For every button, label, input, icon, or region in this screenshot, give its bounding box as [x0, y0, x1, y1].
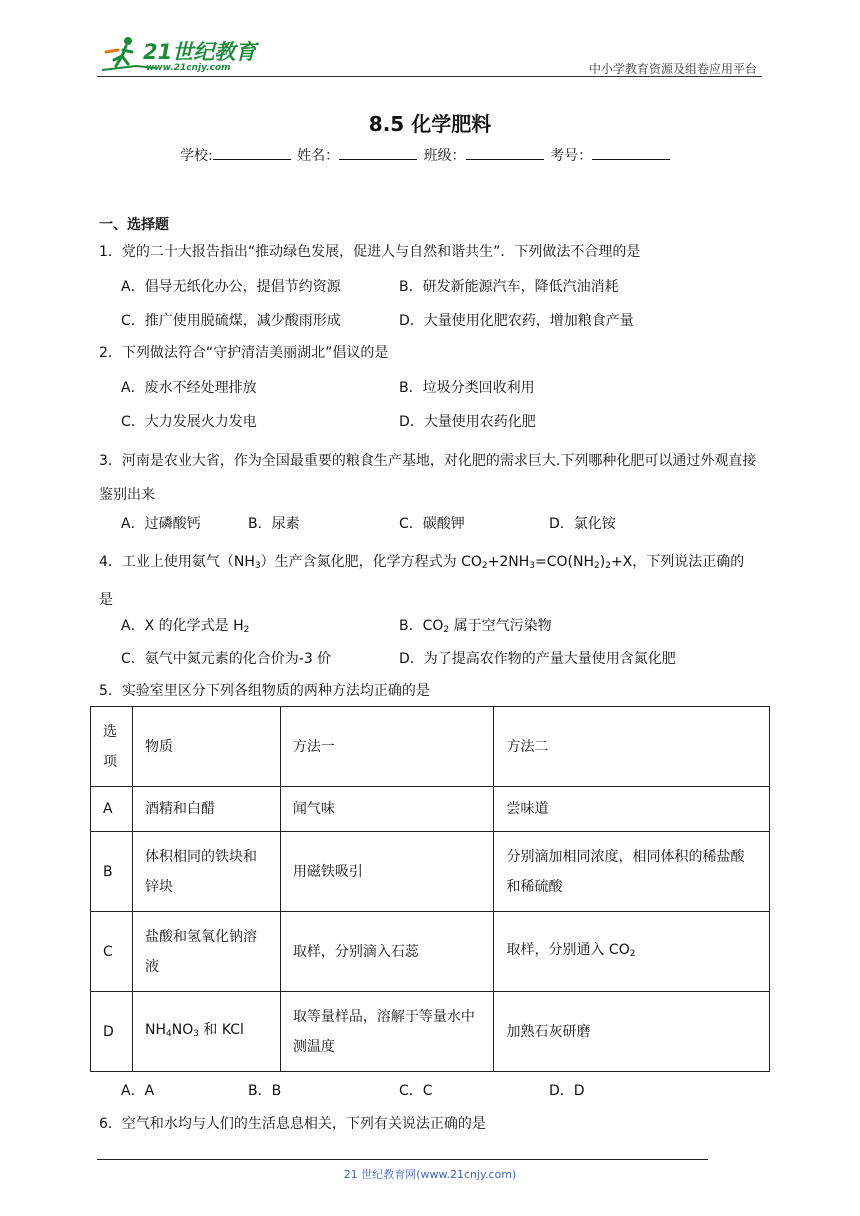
table-cell: 尝味道	[494, 787, 770, 832]
table-cell: 酒精和白醋	[132, 787, 280, 832]
logo-text: 21世纪教育	[143, 40, 257, 64]
q3-option-c: C．碳酸钾	[399, 516, 465, 532]
table-cell: 用磁铁吸引	[280, 832, 494, 912]
q4-option-d: D．为了提高农作物的产量大量使用含氮化肥	[399, 651, 676, 667]
section-heading: 一、选择题	[99, 217, 169, 233]
table-cell: 加熟石灰研磨	[494, 992, 770, 1072]
footer-divider	[97, 1159, 708, 1160]
school-label: 学校:	[180, 148, 213, 164]
question-3-stem: 3．河南是农业大省，作为全国最重要的粮食生产基地，对化肥的需求巨大.下列哪种化肥可以通过外观直接鉴别出来	[99, 453, 757, 503]
question-5-stem: 5．实验室里区分下列各组物质的两种方法均正确的是	[99, 683, 430, 699]
question-4-stem: 4．工业上使用氨气$(NH_3)$生产含氮化肥，化学方程式为 $CO_2+2NH_3=CO(NH_2)_2+X$，下列说法正确的 是	[99, 554, 745, 608]
table-header-cell: 选项	[91, 707, 133, 787]
table-cell: 取样，分别滴入石蕊	[280, 912, 494, 992]
table-cell: C	[91, 912, 133, 992]
q1-option-c: C．推广使用脱硫煤，减少酸雨形成	[121, 313, 341, 329]
class-blank	[466, 147, 544, 160]
table-row	[91, 787, 770, 832]
table-cell: 取等量样品，溶解于等量水中测温度	[280, 992, 494, 1072]
school-blank	[213, 147, 291, 160]
page-title: 8.5 化学肥料	[368, 112, 492, 136]
logo-url: www.21cnjy.com	[146, 63, 231, 73]
table-row	[91, 832, 770, 912]
question-1-stem: 1．党的二十大报告指出“推动绿色发展，促进人与自然和谐共生”．下列做法不合理的是	[99, 244, 641, 260]
q2-option-c: C．大力发展火力发电	[121, 414, 257, 430]
q2-option-a: A．废水不经处理排放	[121, 380, 257, 396]
q2-option-d: D．大量使用农药化肥	[399, 414, 536, 430]
table-cell: 盐酸和氢氧化钠溶液	[132, 912, 280, 992]
name-blank	[339, 147, 417, 160]
class-label: 班级：	[423, 148, 466, 164]
table-header-cell: 方法二	[494, 707, 770, 787]
q1-option-b: B．研发新能源汽车，降低汽油消耗	[399, 279, 619, 295]
table-header-cell: 方法一	[280, 707, 494, 787]
header-divider	[97, 76, 762, 77]
q5-option-c: C．C	[399, 1083, 433, 1099]
q4-option-a: A．X 的化学式是 $H_2$	[121, 618, 250, 635]
question-6-stem: 6．空气和水均与人们的生活息息相关，下列有关说法正确的是	[99, 1116, 486, 1132]
q3-option-b: B．尿素	[248, 516, 300, 532]
q1-option-a: A．倡导无纸化办公，提倡节约资源	[121, 279, 341, 295]
table-cell: A	[91, 787, 133, 832]
q5-option-d: D．D	[549, 1083, 585, 1099]
table-cell: $NH_4NO_3$ 和 KCl	[132, 992, 280, 1072]
q4-option-c: C．氨气中氮元素的化合价为-3 价	[121, 651, 332, 667]
q5-option-b: B．B	[248, 1083, 282, 1099]
platform-label: 中小学教育资源及组卷应用平台	[588, 62, 757, 76]
q5-option-a: A．A	[121, 1083, 155, 1099]
q3-option-d: D．氯化铵	[549, 516, 616, 532]
table-cell: 闻气味	[280, 787, 494, 832]
q4-option-b: B．$CO_2$ 属于空气污染物	[399, 618, 552, 635]
table-cell: 取样，分别通入 $CO_2$	[494, 912, 770, 992]
q3-option-a: A．过磷酸钙	[121, 516, 201, 532]
table-cell: D	[91, 992, 133, 1072]
table-header-row	[91, 707, 770, 787]
table-cell: 分别滴加相同浓度，相同体积的稀盐酸和稀硫酸	[494, 832, 770, 912]
q1-option-d: D．大量使用化肥农药，增加粮食产量	[399, 313, 634, 329]
exam-no-blank	[592, 147, 670, 160]
question-2-stem: 2．下列做法符合“守护清洁美丽湖北”倡议的是	[99, 345, 389, 361]
table-row	[91, 912, 770, 992]
name-label: 姓名：	[297, 148, 340, 164]
footer-link[interactable]: 21 世纪教育网(www.21cnjy.com)	[343, 1168, 517, 1181]
q2-option-b: B．垃圾分类回收利用	[399, 380, 535, 396]
table-row	[91, 992, 770, 1072]
table-header-cell: 物质	[132, 707, 280, 787]
student-info	[180, 145, 672, 165]
exam-no-label: 考号：	[550, 148, 593, 164]
question-5-table	[90, 706, 770, 1072]
table-cell: 体积相同的铁块和锌块	[132, 832, 280, 912]
table-cell: B	[91, 832, 133, 912]
